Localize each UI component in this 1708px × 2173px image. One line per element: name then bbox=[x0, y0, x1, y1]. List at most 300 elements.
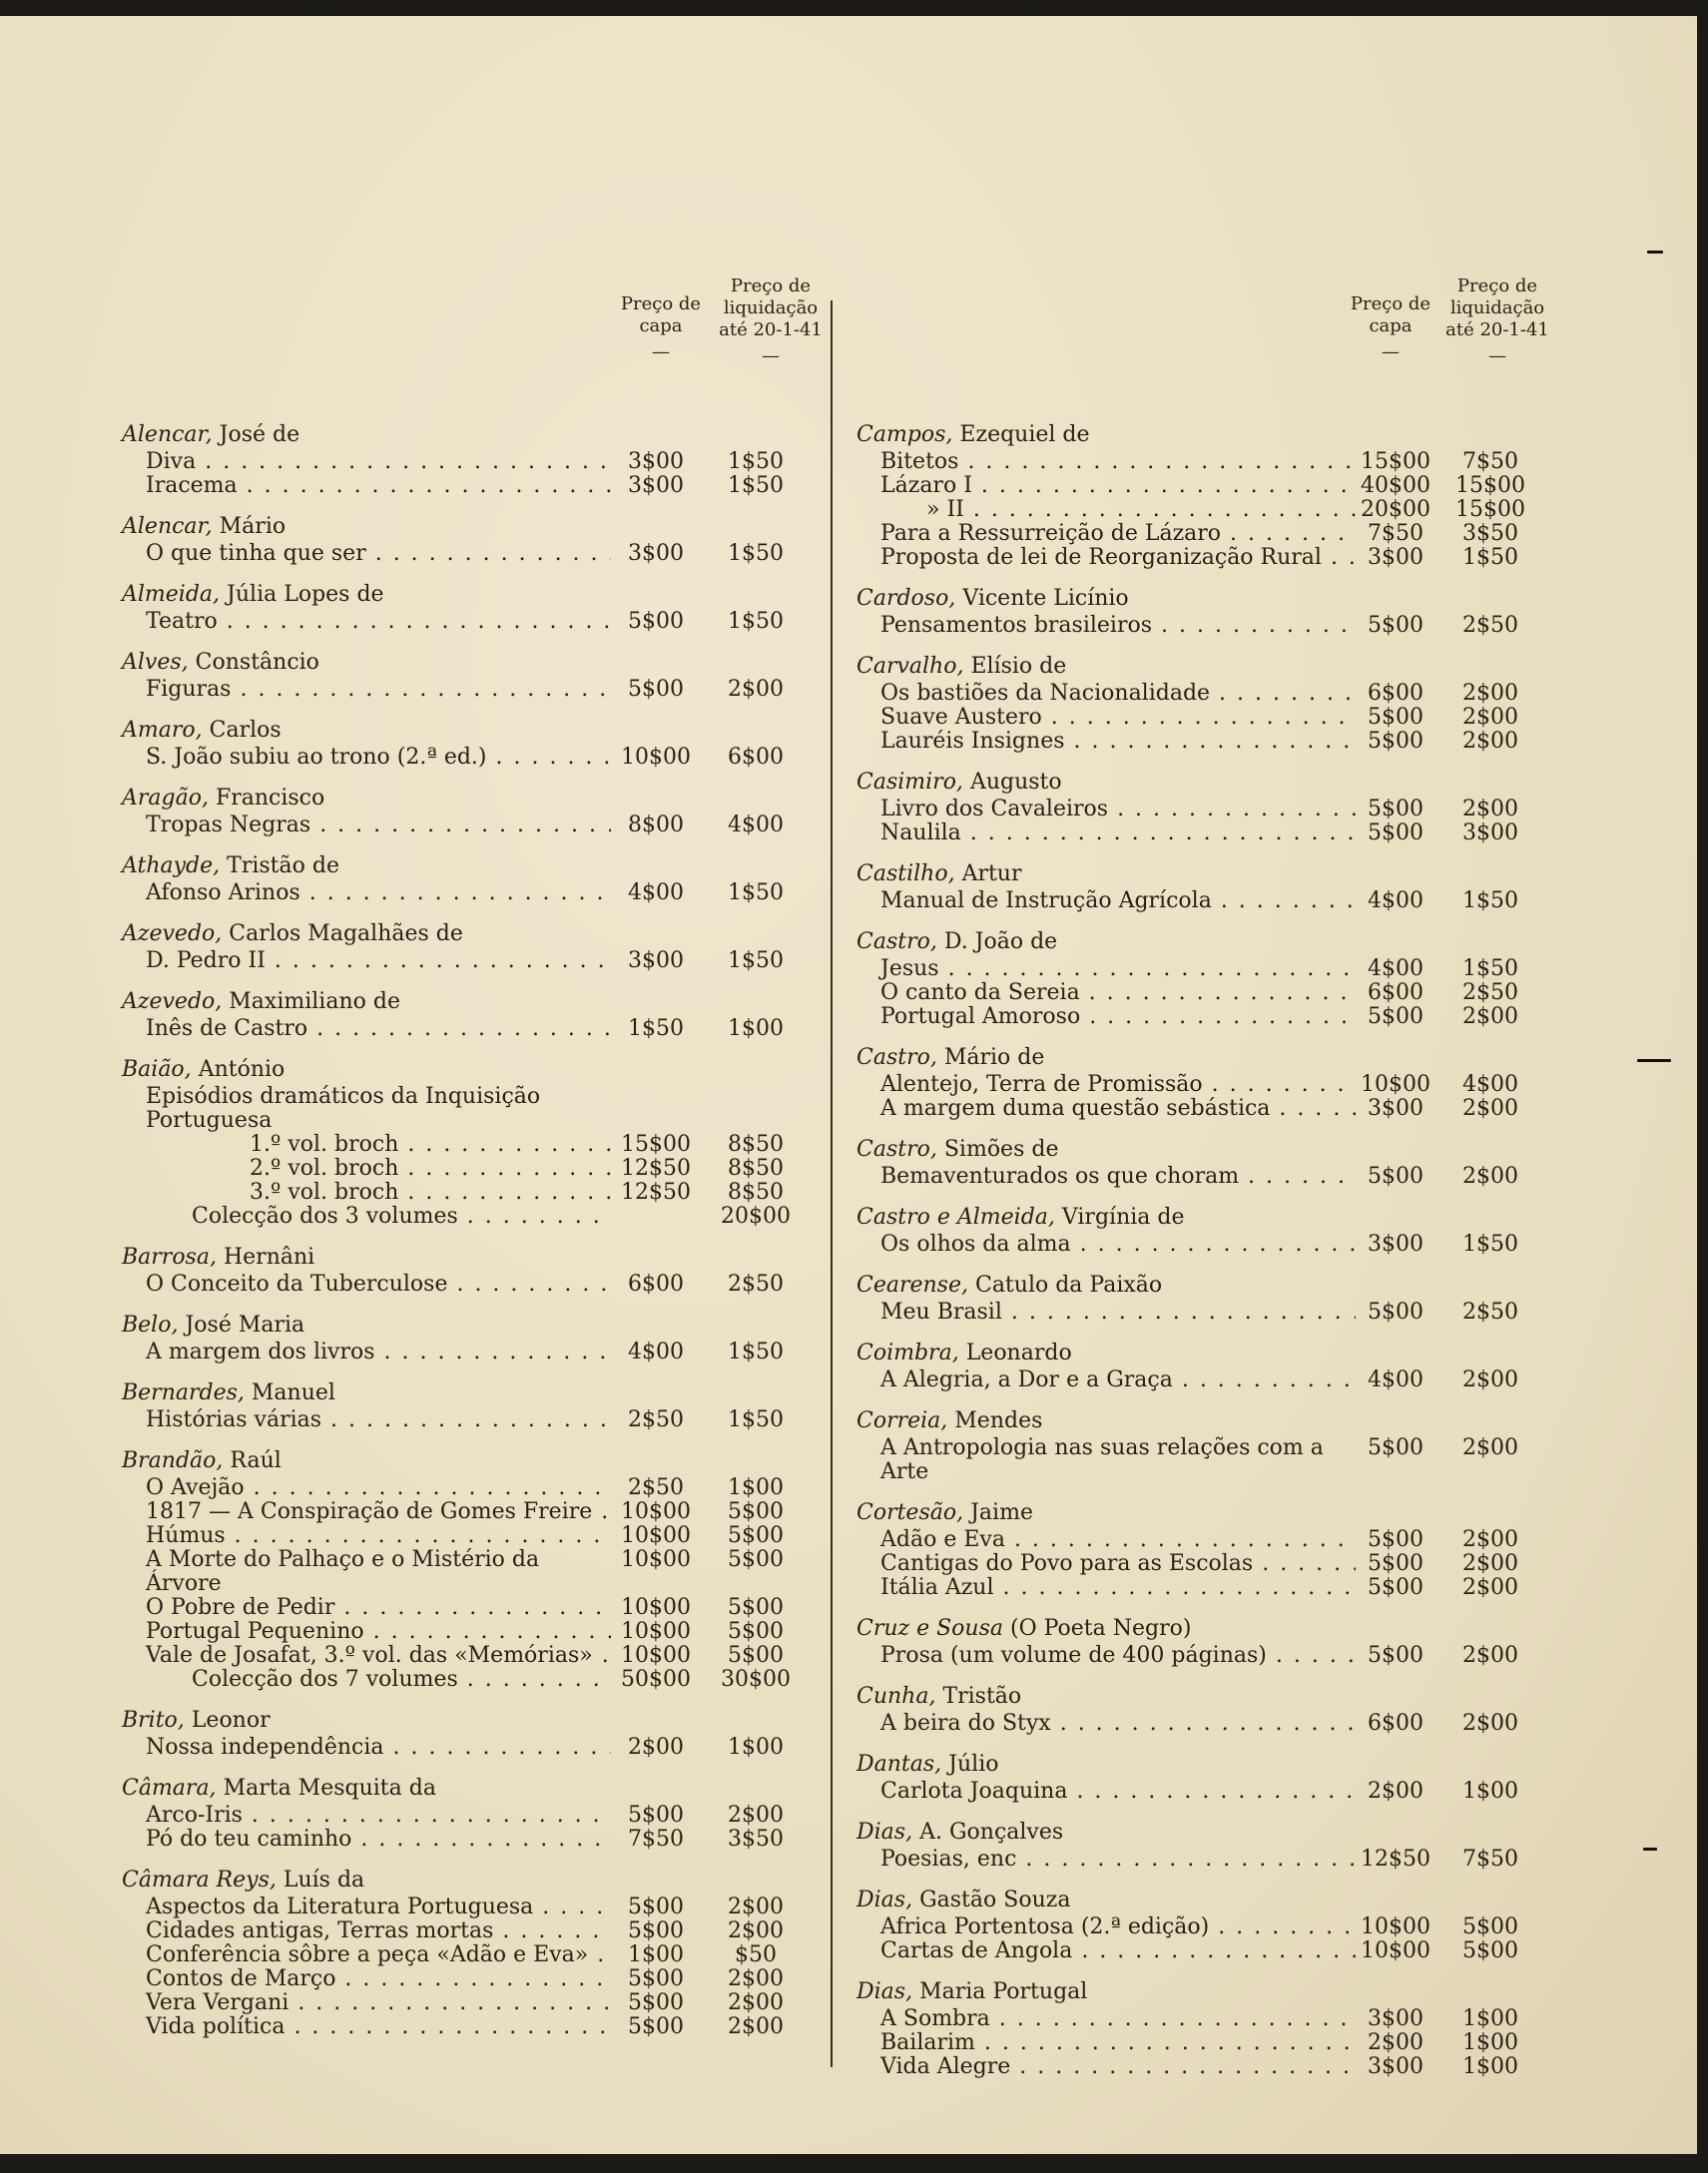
cover-price: 12$50 bbox=[621, 1156, 691, 1181]
book-row bbox=[122, 1644, 811, 1668]
book-row bbox=[122, 1476, 811, 1500]
author-name bbox=[856, 1750, 1560, 1780]
catalogue-entry bbox=[856, 1750, 1560, 1804]
cover-price: 10$00 bbox=[621, 1643, 691, 1668]
author-name bbox=[856, 1498, 1560, 1528]
cover-price: 6$00 bbox=[1368, 1711, 1423, 1736]
catalogue-entry bbox=[856, 1339, 1560, 1392]
author-name bbox=[856, 1977, 1560, 2007]
book-title: Iracema . . . bbox=[122, 474, 611, 498]
liquidation-price: 8$50 bbox=[728, 1132, 784, 1157]
book-row bbox=[122, 746, 811, 770]
catalogue-entry bbox=[856, 1043, 1560, 1121]
book-title: Prosa (um volume de 400 páginas) . . . bbox=[856, 1644, 1356, 1668]
author-given-name: Luís da bbox=[283, 1868, 365, 1893]
book-title: O Pobre de Pedir . . . bbox=[122, 1596, 611, 1620]
catalogue-entry bbox=[856, 1818, 1560, 1872]
author-name bbox=[856, 1271, 1560, 1301]
book-row bbox=[122, 1896, 811, 1919]
book-title: África Portentosa (2.ª edição) . . . bbox=[856, 1915, 1356, 1939]
cover-price: 5$00 bbox=[1368, 1164, 1423, 1189]
liquidation-price: 1$50 bbox=[728, 1407, 784, 1432]
liquidation-price: 2$00 bbox=[1462, 1164, 1518, 1189]
book-title: Cidades antigas, Terras mortas . . . bbox=[122, 1919, 611, 1943]
author-name bbox=[122, 1055, 811, 1085]
book-row bbox=[856, 706, 1560, 730]
author-given-name: Marta Mesquita da bbox=[223, 1776, 436, 1801]
cover-price: 3$00 bbox=[628, 541, 684, 566]
author-given-name: Francisco bbox=[215, 786, 325, 811]
author-surname: Azevedo, bbox=[122, 989, 223, 1014]
author-surname: Carvalho, bbox=[856, 654, 964, 679]
author-name bbox=[122, 1378, 811, 1408]
liquidation-price: 2$00 bbox=[1462, 729, 1518, 754]
author-given-name: António bbox=[198, 1057, 285, 1082]
author-name bbox=[122, 420, 811, 450]
cover-price: 12$50 bbox=[621, 1180, 691, 1205]
book-title: Aspectos da Literatura Portuguesa . . . bbox=[122, 1896, 611, 1919]
liquidation-price: 1$50 bbox=[728, 880, 784, 905]
liquidation-price: 1$50 bbox=[1462, 956, 1518, 981]
catalogue-entry bbox=[122, 987, 811, 1041]
book-row bbox=[122, 610, 811, 634]
author-surname: Coimbra, bbox=[856, 1341, 959, 1365]
liquidation-price: 2$00 bbox=[1462, 1527, 1518, 1552]
cover-price: 5$00 bbox=[1368, 1575, 1423, 1600]
author-name bbox=[856, 927, 1560, 957]
author-given-name: Hernâni bbox=[223, 1245, 315, 1270]
cover-price: 10$00 bbox=[1361, 1072, 1430, 1097]
author-name bbox=[122, 1866, 811, 1896]
cover-price: 5$00 bbox=[1368, 1004, 1423, 1029]
book-title: Bitetos . . . bbox=[856, 450, 1356, 474]
catalogue-page bbox=[0, 16, 1697, 2154]
liquidation-price: 1$00 bbox=[1462, 1779, 1518, 1804]
book-title: Poesias, enc . . . bbox=[856, 1848, 1356, 1872]
catalogue-entry bbox=[122, 1774, 811, 1852]
liquidation-price: 2$00 bbox=[1462, 705, 1518, 730]
author-name bbox=[856, 1886, 1560, 1915]
author-given-name: Tristão bbox=[942, 1684, 1022, 1709]
cover-price: 10$00 bbox=[1361, 1914, 1430, 1939]
book-row bbox=[122, 1736, 811, 1760]
book-title: A Sombra . . . bbox=[856, 2007, 1356, 2031]
book-title: Alentejo, Terra de Promissão . . . bbox=[856, 1073, 1356, 1097]
author-given-name: Ezequiel de bbox=[959, 422, 1090, 447]
liquidation-price: 2$00 bbox=[1462, 1711, 1518, 1736]
author-given-name: Mário de bbox=[943, 1045, 1045, 1070]
author-name bbox=[856, 1682, 1560, 1712]
author-name bbox=[122, 716, 811, 746]
liquidation-price: 2$00 bbox=[728, 1990, 784, 2015]
book-row bbox=[856, 730, 1560, 754]
author-name bbox=[856, 1339, 1560, 1368]
author-surname: Câmara Reys, bbox=[122, 1868, 277, 1893]
book-title: 3.º vol. broch . . . bbox=[122, 1181, 611, 1205]
author-given-name: José de bbox=[219, 422, 300, 447]
liquidation-price: 2$00 bbox=[1462, 1096, 1518, 1121]
book-row bbox=[122, 1828, 811, 1852]
cover-price: 3$00 bbox=[1368, 2054, 1423, 2079]
book-row bbox=[856, 1780, 1560, 1804]
book-title: Lázaro I . . . bbox=[856, 474, 1356, 498]
book-row bbox=[122, 1205, 811, 1229]
cover-price: 1$50 bbox=[628, 1016, 684, 1041]
book-row bbox=[122, 949, 811, 973]
author-name bbox=[856, 1614, 1560, 1644]
book-row bbox=[856, 821, 1560, 845]
liquidation-price: 1$50 bbox=[1462, 1232, 1518, 1257]
book-row bbox=[122, 1943, 811, 1967]
book-row bbox=[856, 981, 1560, 1005]
book-title: Vale de Josafat, 3.º vol. das «Memórias» . . . bbox=[122, 1644, 611, 1668]
author-surname: Cortesão, bbox=[856, 1500, 964, 1525]
liquidation-price: $50 bbox=[735, 1942, 777, 1967]
book-row bbox=[856, 1097, 1560, 1121]
liquidation-price: 2$50 bbox=[1462, 1300, 1518, 1325]
liquidation-price: 5$00 bbox=[1462, 1914, 1518, 1939]
liquidation-price-header: Preço de liquidação até 20-1-41 — bbox=[719, 275, 823, 366]
cover-price: 5$00 bbox=[628, 609, 684, 634]
catalogue-entry bbox=[856, 859, 1560, 913]
author-surname: Brandão, bbox=[122, 1448, 224, 1473]
liquidation-price: 3$50 bbox=[1462, 521, 1518, 546]
liquidation-price: 2$00 bbox=[1462, 1643, 1518, 1668]
liquidation-price: 5$00 bbox=[1462, 1938, 1518, 1963]
author-surname: Cearense, bbox=[856, 1273, 968, 1298]
catalogue-entry bbox=[122, 1378, 811, 1432]
liquidation-price: 2$00 bbox=[1462, 1551, 1518, 1576]
catalogue-entry bbox=[122, 580, 811, 634]
cover-price: 2$00 bbox=[628, 1735, 684, 1760]
liquidation-price: 1$50 bbox=[728, 473, 784, 498]
liquidation-price: 30$00 bbox=[721, 1667, 791, 1692]
book-row bbox=[122, 1273, 811, 1297]
book-row bbox=[856, 1712, 1560, 1736]
book-title: Afonso Arinos . . . bbox=[122, 881, 611, 905]
liquidation-price: 2$00 bbox=[1462, 797, 1518, 821]
catalogue-entry bbox=[122, 784, 811, 837]
cover-price: 15$00 bbox=[1361, 449, 1430, 474]
author-name bbox=[122, 1774, 811, 1804]
catalogue-entry bbox=[122, 1446, 811, 1692]
author-surname: Bernardes, bbox=[122, 1380, 245, 1405]
book-title: 1817 — A Conspiração de Gomes Freire . . . bbox=[122, 1500, 611, 1524]
book-row bbox=[122, 1500, 811, 1524]
book-row bbox=[856, 474, 1560, 498]
edge-mark bbox=[1637, 1059, 1671, 1062]
book-row bbox=[856, 2007, 1560, 2031]
liquidation-price: 5$00 bbox=[728, 1643, 784, 1668]
author-given-name: Catulo da Paixão bbox=[974, 1273, 1163, 1298]
book-title: Adão e Eva . . . bbox=[856, 1528, 1356, 1552]
liquidation-price: 1$50 bbox=[728, 948, 784, 973]
cover-price: 5$00 bbox=[1368, 797, 1423, 821]
author-given-name: Jaime bbox=[970, 1500, 1033, 1525]
liquidation-price: 4$00 bbox=[728, 813, 784, 837]
book-row bbox=[856, 2031, 1560, 2055]
author-name bbox=[856, 1135, 1560, 1165]
cover-price: 6$00 bbox=[1368, 681, 1423, 706]
author-surname: Cunha, bbox=[856, 1684, 936, 1709]
cover-price: 5$00 bbox=[1368, 820, 1423, 845]
liquidation-price: 7$50 bbox=[1462, 449, 1518, 474]
book-title: Pó do teu caminho . . . bbox=[122, 1828, 611, 1852]
liquidation-price: 2$00 bbox=[728, 1803, 784, 1828]
book-row bbox=[122, 1991, 811, 2015]
author-surname: Barrosa, bbox=[122, 1245, 217, 1270]
book-row bbox=[856, 1528, 1560, 1552]
author-surname: Castro, bbox=[856, 929, 937, 954]
book-row bbox=[856, 1005, 1560, 1029]
book-row bbox=[856, 450, 1560, 474]
catalogue-entry bbox=[856, 652, 1560, 754]
author-given-name: Maria Portugal bbox=[919, 1979, 1088, 2004]
book-title: Figuras . . . bbox=[122, 678, 611, 702]
author-given-name: Virgínia de bbox=[1061, 1205, 1185, 1230]
book-row bbox=[122, 1157, 811, 1181]
book-title: Tropas Negras . . . bbox=[122, 814, 611, 837]
cover-price: 5$00 bbox=[1368, 1435, 1423, 1460]
cover-price: 10$00 bbox=[621, 1523, 691, 1548]
liquidation-price: 1$50 bbox=[1462, 545, 1518, 570]
liquidation-price: 2$00 bbox=[728, 1895, 784, 1919]
book-title: O Conceito da Tuberculose . . . bbox=[122, 1273, 611, 1297]
column-divider bbox=[831, 300, 833, 2067]
book-title: Conferência sôbre a peça «Adão e Eva» . . . bbox=[122, 1943, 611, 1967]
liquidation-price: 2$00 bbox=[728, 2014, 784, 2039]
author-name bbox=[122, 919, 811, 949]
liquidation-price: 15$00 bbox=[1455, 497, 1525, 522]
book-title: Cantigas do Povo para as Escolas . . . bbox=[856, 1552, 1356, 1576]
liquidation-price: 5$00 bbox=[728, 1523, 784, 1548]
author-surname: Correia, bbox=[856, 1408, 948, 1433]
cover-price: 5$00 bbox=[628, 1918, 684, 1943]
author-given-name: A. Gonçalves bbox=[919, 1820, 1064, 1845]
book-title: O canto da Sereia . . . bbox=[856, 981, 1356, 1005]
catalogue-entry bbox=[122, 1866, 811, 2039]
book-row bbox=[122, 450, 811, 474]
book-row bbox=[122, 1408, 811, 1432]
cover-price: 10$00 bbox=[621, 1499, 691, 1524]
book-title: Cartas de Angola . . . bbox=[856, 1939, 1356, 1963]
liquidation-price: 1$00 bbox=[1462, 2006, 1518, 2031]
cover-price: 6$00 bbox=[1368, 980, 1423, 1005]
author-given-name: Mendes bbox=[954, 1408, 1043, 1433]
author-given-name: Vicente Licínio bbox=[962, 586, 1129, 611]
book-row bbox=[122, 1524, 811, 1548]
liquidation-price: 2$00 bbox=[1462, 1367, 1518, 1392]
liquidation-price: 5$00 bbox=[728, 1619, 784, 1644]
author-surname: Castro, bbox=[856, 1137, 937, 1162]
liquidation-price: 6$00 bbox=[728, 745, 784, 770]
cover-price: 5$00 bbox=[1368, 1643, 1423, 1668]
catalogue-entry bbox=[856, 927, 1560, 1029]
author-given-name: Maximiliano de bbox=[229, 989, 400, 1014]
author-given-name: Júlio bbox=[948, 1752, 999, 1777]
cover-price: 4$00 bbox=[1368, 888, 1423, 913]
book-title: À margem dos livros . . . bbox=[122, 1341, 611, 1364]
book-title: D. Pedro II . . . bbox=[122, 949, 611, 973]
author-name bbox=[856, 859, 1560, 889]
liquidation-price: 1$50 bbox=[728, 1340, 784, 1364]
catalogue-entry bbox=[122, 420, 811, 498]
catalogue-entry bbox=[122, 1243, 811, 1297]
right-entries bbox=[856, 420, 1560, 2093]
book-title: Naulila . . . bbox=[856, 821, 1356, 845]
author-surname: Baião, bbox=[122, 1057, 192, 1082]
author-surname: Amaro, bbox=[122, 718, 203, 743]
book-row bbox=[856, 614, 1560, 638]
book-row bbox=[122, 1919, 811, 1943]
book-row bbox=[856, 798, 1560, 821]
cover-price: 5$00 bbox=[1368, 1527, 1423, 1552]
cover-price: 10$00 bbox=[1361, 1938, 1430, 1963]
book-row bbox=[856, 1368, 1560, 1392]
cover-price: 2$00 bbox=[1368, 2030, 1423, 2055]
book-row bbox=[122, 474, 811, 498]
book-row bbox=[122, 1133, 811, 1157]
book-row bbox=[122, 678, 811, 702]
cover-price: 2$50 bbox=[628, 1475, 684, 1500]
liquidation-price: 1$00 bbox=[728, 1735, 784, 1760]
liquidation-price: 1$50 bbox=[728, 541, 784, 566]
liquidation-price: 5$00 bbox=[728, 1547, 784, 1572]
author-surname: Castilho, bbox=[856, 861, 955, 886]
cover-price-header: Preço de capa — bbox=[1350, 293, 1431, 362]
cover-price: 2$00 bbox=[1368, 1779, 1423, 1804]
book-row bbox=[856, 1436, 1560, 1484]
cover-price: 3$00 bbox=[1368, 1096, 1423, 1121]
book-title: Meu Brasil . . . bbox=[856, 1301, 1356, 1325]
cover-price: 1$00 bbox=[628, 1942, 684, 1967]
author-given-name: Júlia Lopes de bbox=[227, 582, 384, 607]
catalogue-entry bbox=[122, 648, 811, 702]
author-surname: Castro e Almeida, bbox=[856, 1205, 1055, 1230]
liquidation-price: 5$00 bbox=[728, 1595, 784, 1620]
book-title: 2.º vol. broch . . . bbox=[122, 1157, 611, 1181]
author-surname: Athayde, bbox=[122, 853, 221, 878]
liquidation-price: 5$00 bbox=[728, 1499, 784, 1524]
author-given-name: Manuel bbox=[251, 1380, 335, 1405]
author-surname: Alencar, bbox=[122, 422, 213, 447]
book-row bbox=[122, 1181, 811, 1205]
author-given-name: Artur bbox=[961, 861, 1022, 886]
author-given-name: Carlos Magalhães de bbox=[229, 921, 463, 946]
liquidation-price: 2$00 bbox=[728, 1918, 784, 1943]
author-name bbox=[856, 420, 1560, 450]
book-title: A Morte do Palhaço e o Mistério da Árvore bbox=[146, 1548, 540, 1596]
cover-price: 3$00 bbox=[628, 948, 684, 973]
cover-price: 5$00 bbox=[1368, 1300, 1423, 1325]
author-surname: Alves, bbox=[122, 650, 189, 675]
liquidation-price: 20$00 bbox=[721, 1204, 791, 1229]
catalogue-entry bbox=[856, 1135, 1560, 1189]
author-name bbox=[122, 580, 811, 610]
author-surname: Campos, bbox=[856, 422, 953, 447]
cover-price: 20$00 bbox=[1361, 497, 1430, 522]
book-row bbox=[856, 1644, 1560, 1668]
author-given-name: Simões de bbox=[943, 1137, 1059, 1162]
liquidation-price: 15$00 bbox=[1455, 473, 1525, 498]
liquidation-price: 4$00 bbox=[1462, 1072, 1518, 1097]
book-title: Teatro . . . bbox=[122, 610, 611, 634]
cover-price: 4$00 bbox=[1368, 1367, 1423, 1392]
author-surname: Aragão, bbox=[122, 786, 209, 811]
book-row bbox=[856, 1165, 1560, 1189]
cover-price: 10$00 bbox=[621, 1595, 691, 1620]
liquidation-price: 1$00 bbox=[728, 1016, 784, 1041]
catalogue-entry bbox=[122, 1706, 811, 1760]
author-surname: Cardoso, bbox=[856, 586, 956, 611]
cover-price: 5$00 bbox=[1368, 613, 1423, 638]
cover-price: 2$50 bbox=[628, 1407, 684, 1432]
author-surname: Casimiro, bbox=[856, 770, 963, 795]
cover-price: 8$00 bbox=[628, 813, 684, 837]
book-title: Suave Austero . . . bbox=[856, 706, 1356, 730]
liquidation-price: 2$00 bbox=[728, 1966, 784, 1991]
author-given-name: Augusto bbox=[969, 770, 1062, 795]
book-row bbox=[856, 1233, 1560, 1257]
liquidation-price: 2$00 bbox=[1462, 681, 1518, 706]
liquidation-price: 8$50 bbox=[728, 1180, 784, 1205]
book-title: Manual de Instrução Agrícola . . . bbox=[856, 889, 1356, 913]
catalogue-entry bbox=[122, 1311, 811, 1364]
author-name bbox=[856, 1406, 1560, 1436]
liquidation-price: 2$00 bbox=[1462, 1575, 1518, 1600]
book-title: Húmus . . . bbox=[122, 1524, 611, 1548]
author-surname: Cruz e Sousa bbox=[856, 1616, 1004, 1641]
book-row bbox=[856, 1073, 1560, 1097]
cover-price: 3$00 bbox=[628, 449, 684, 474]
liquidation-price: 2$00 bbox=[1462, 1435, 1518, 1460]
book-row bbox=[122, 814, 811, 837]
cover-price: 5$00 bbox=[628, 1803, 684, 1828]
book-title: Vera Vergani . . . bbox=[122, 1991, 611, 2015]
edge-mark bbox=[1647, 251, 1663, 254]
author-given-name: Gastão Souza bbox=[919, 1888, 1071, 1912]
catalogue-entry bbox=[856, 1886, 1560, 1963]
cover-price: 5$00 bbox=[1368, 705, 1423, 730]
cover-price: 4$00 bbox=[1368, 956, 1423, 981]
author-given-name: Tristão de bbox=[227, 853, 339, 878]
cover-price: 50$00 bbox=[621, 1667, 691, 1692]
catalogue-entry bbox=[856, 1977, 1560, 2079]
liquidation-price: 3$00 bbox=[1462, 820, 1518, 845]
liquidation-price: 1$00 bbox=[1462, 2054, 1518, 2079]
author-name bbox=[856, 1043, 1560, 1073]
book-title: Vida política . . . bbox=[122, 2015, 611, 2039]
catalogue-entry bbox=[856, 420, 1560, 570]
book-row bbox=[856, 682, 1560, 706]
cover-price-header: Preço de capa — bbox=[620, 293, 702, 362]
cover-price: 7$50 bbox=[1368, 521, 1423, 546]
author-surname: Câmara, bbox=[122, 1776, 217, 1801]
catalogue-entry bbox=[122, 919, 811, 973]
liquidation-price: 1$50 bbox=[728, 449, 784, 474]
cover-price: 40$00 bbox=[1361, 473, 1430, 498]
cover-price: 4$00 bbox=[628, 880, 684, 905]
book-title: À margem duma questão sebástica . . . bbox=[856, 1097, 1356, 1121]
catalogue-entry bbox=[122, 716, 811, 770]
book-row bbox=[856, 1576, 1560, 1600]
author-surname: Alencar, bbox=[122, 514, 213, 539]
book-title: Itália Azul . . . bbox=[856, 1576, 1356, 1600]
catalogue-entry bbox=[856, 1614, 1560, 1668]
book-title: Lauréis Insignes . . . bbox=[856, 730, 1356, 754]
book-row bbox=[856, 498, 1560, 522]
cover-price: 5$00 bbox=[628, 2014, 684, 2039]
